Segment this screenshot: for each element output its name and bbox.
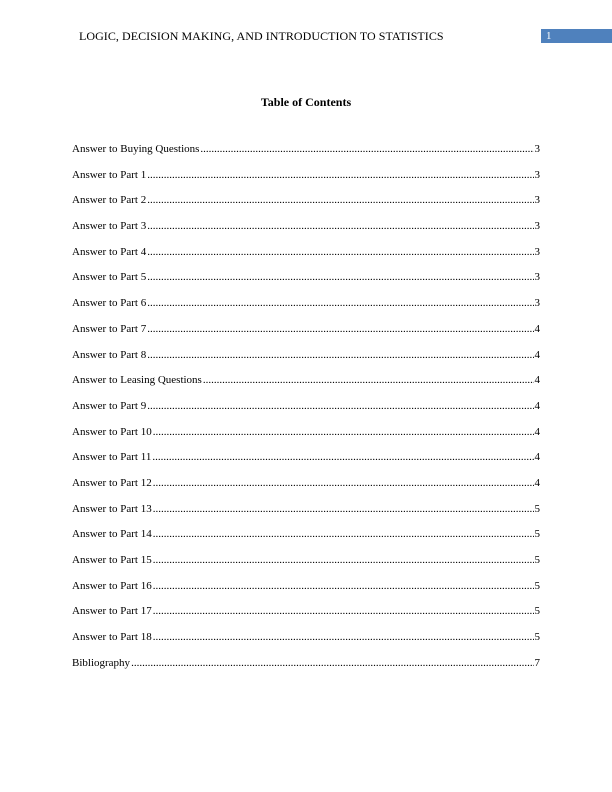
toc-entry-page-number: 3 — [534, 168, 540, 181]
toc-entry[interactable] — [72, 346, 540, 372]
toc-entry-label: Answer to Part 9 — [72, 399, 147, 412]
toc-entry-label: Answer to Part 7 — [72, 322, 147, 335]
toc-dot-leader — [153, 500, 534, 518]
toc-entry[interactable] — [72, 191, 540, 217]
toc-entry[interactable] — [72, 474, 540, 500]
toc-entry-label: Answer to Leasing Questions — [72, 374, 202, 387]
toc-entry[interactable] — [72, 397, 540, 423]
toc-dot-leader — [153, 602, 534, 620]
toc-dot-leader — [147, 346, 533, 364]
toc-entry-page-number: 4 — [534, 322, 540, 335]
toc-entry-label: Answer to Part 4 — [72, 245, 147, 258]
toc-dot-leader — [153, 525, 534, 543]
toc-entry-label: Answer to Part 14 — [72, 528, 152, 541]
toc-entry-label: Answer to Buying Questions — [72, 143, 200, 155]
toc-entry-page-number: 4 — [534, 399, 540, 412]
toc-entry[interactable] — [72, 448, 540, 474]
toc-dot-leader — [147, 243, 533, 261]
toc-dot-leader — [147, 191, 533, 209]
toc-entry-page-number: 4 — [534, 348, 540, 361]
toc-entry[interactable] — [72, 628, 540, 654]
toc-entry[interactable] — [72, 577, 540, 603]
toc-entry-label: Answer to Part 1 — [72, 168, 147, 181]
toc-entry-page-number: 5 — [534, 554, 540, 566]
toc-entry[interactable] — [72, 294, 540, 320]
toc-entry-page-number: 4 — [534, 374, 540, 387]
toc-entry-label: Answer to Part 5 — [72, 271, 147, 284]
toc-entry-page-number: 3 — [534, 271, 540, 284]
toc-dot-leader — [147, 320, 533, 338]
toc-dot-leader — [147, 166, 533, 184]
toc-dot-leader — [203, 371, 534, 389]
toc-entry[interactable] — [72, 654, 540, 680]
running-header-title: LOGIC, DECISION MAKING, AND INTRODUCTION TO STATISTICS — [79, 29, 444, 43]
toc-dot-leader — [147, 268, 533, 286]
toc-entry-page-number: 3 — [534, 220, 540, 233]
toc-dot-leader — [147, 294, 533, 312]
toc-entry-label: Answer to Part 18 — [72, 631, 152, 644]
toc-entry-label: Answer to Part 16 — [72, 579, 152, 592]
toc-title: Table of Contents — [260, 95, 352, 109]
toc-entry-page-number: 5 — [534, 528, 540, 541]
toc-entry[interactable] — [72, 166, 540, 192]
toc-entry[interactable] — [72, 525, 540, 551]
toc-entry-page-number: 4 — [534, 476, 540, 489]
toc-entry-page-number: 3 — [534, 194, 540, 207]
toc-dot-leader — [153, 628, 534, 646]
page-number-badge: 1 — [541, 29, 612, 43]
toc-entry-page-number: 3 — [534, 297, 540, 310]
toc-dot-leader — [147, 397, 533, 415]
toc-entry-label: Answer to Part 11 — [72, 451, 152, 464]
toc-entry[interactable] — [72, 371, 540, 397]
toc-entry-label: Bibliography — [72, 656, 131, 669]
toc-entry-label: Answer to Part 6 — [72, 297, 147, 310]
toc-entry-page-number: 3 — [534, 143, 540, 155]
toc-entry-page-number: 5 — [534, 579, 540, 592]
toc-entry[interactable] — [72, 602, 540, 628]
toc-entry-label: Answer to Part 10 — [72, 425, 152, 438]
toc-dot-leader — [131, 654, 533, 672]
toc-entry[interactable] — [72, 423, 540, 449]
toc-entry-page-number: 3 — [534, 245, 540, 258]
toc-entry-page-number: 4 — [534, 451, 540, 464]
toc-dot-leader — [153, 551, 534, 569]
toc-entry-label: Answer to Part 8 — [72, 348, 147, 361]
toc-entry[interactable] — [72, 551, 540, 577]
toc-list — [72, 140, 540, 679]
toc-dot-leader — [153, 474, 534, 492]
toc-entry-page-number: 5 — [534, 502, 540, 515]
toc-dot-leader — [153, 423, 534, 441]
toc-entry-label: Answer to Part 13 — [72, 502, 152, 515]
toc-entry[interactable] — [72, 140, 540, 166]
toc-entry[interactable] — [72, 217, 540, 243]
toc-entry-label: Answer to Part 17 — [72, 605, 152, 618]
toc-entry[interactable] — [72, 320, 540, 346]
toc-entry[interactable] — [72, 268, 540, 294]
toc-entry-label: Answer to Part 12 — [72, 476, 152, 489]
toc-entry-page-number: 4 — [534, 425, 540, 438]
toc-entry[interactable] — [72, 243, 540, 269]
toc-dot-leader — [153, 577, 534, 595]
toc-entry-label: Answer to Part 15 — [72, 554, 152, 566]
toc-entry-label: Answer to Part 3 — [72, 220, 147, 233]
toc-entry-page-number: 5 — [534, 631, 540, 644]
toc-entry-label: Answer to Part 2 — [72, 194, 147, 207]
toc-dot-leader — [200, 140, 533, 158]
toc-dot-leader — [152, 448, 533, 466]
toc-entry-page-number: 7 — [534, 656, 540, 669]
toc-entry[interactable] — [72, 500, 540, 526]
toc-dot-leader — [147, 217, 533, 235]
toc-entry-page-number: 5 — [534, 605, 540, 618]
